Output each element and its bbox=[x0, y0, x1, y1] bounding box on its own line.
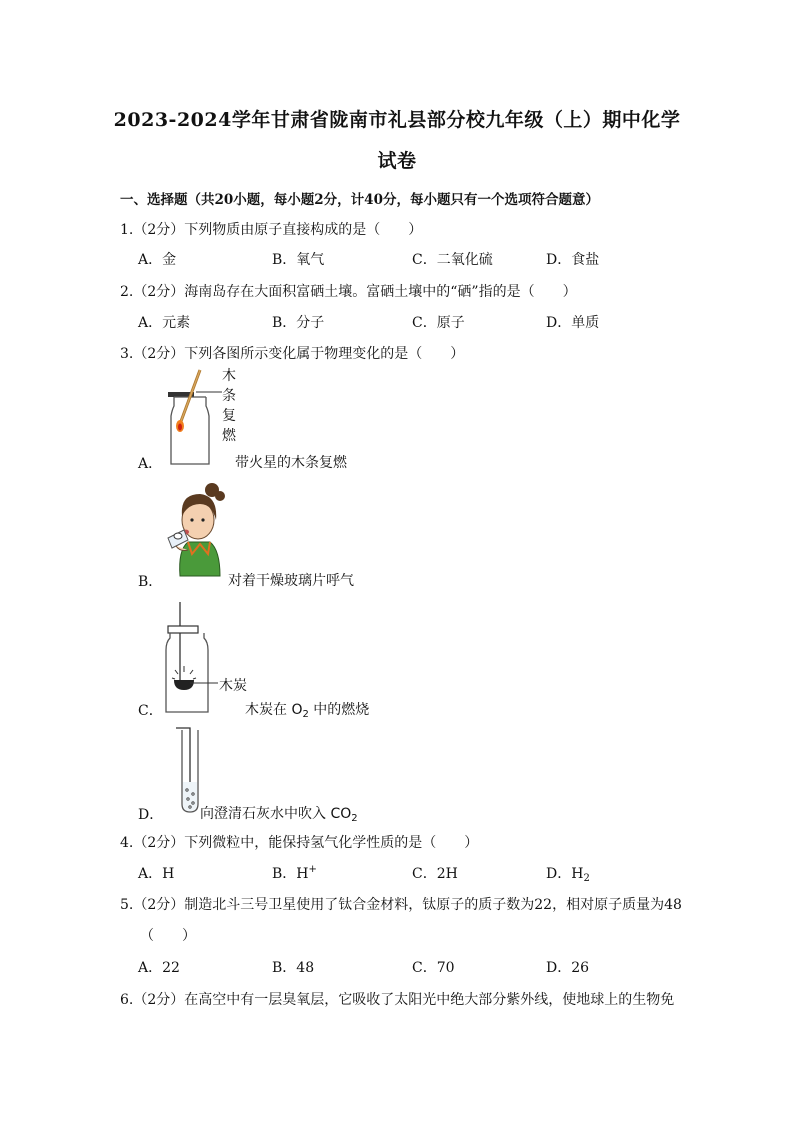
question-1-stem: 1.（2分）下列物质由原子直接构成的是（ ） bbox=[120, 222, 423, 238]
option-superscript: + bbox=[308, 864, 317, 875]
question-3-option-c-caption bbox=[245, 699, 369, 720]
splint-label-char: 复 bbox=[222, 408, 236, 424]
question-1-option-a[interactable]: A．金 bbox=[138, 252, 177, 268]
question-1-option-d[interactable]: D．食盐 bbox=[546, 252, 600, 268]
question-3-option-a-caption: 带火星的木条复燃 bbox=[235, 455, 347, 471]
question-3-option-d-caption bbox=[200, 803, 358, 824]
question-5-option-b[interactable]: B．48 bbox=[272, 960, 315, 976]
question-2-option-c[interactable]: C．原子 bbox=[412, 315, 465, 331]
question-5-option-a[interactable]: A．22 bbox=[138, 960, 180, 976]
exam-title: 2023-2024学年甘肃省陇南市礼县部分校九年级（上）期中化学 bbox=[113, 109, 681, 131]
question-5-option-c[interactable]: C．70 bbox=[412, 960, 455, 976]
caption-text: 木炭在 O bbox=[245, 702, 303, 718]
question-3-option-b-caption: 对着干燥玻璃片呼气 bbox=[228, 573, 354, 589]
option-text: D．H bbox=[546, 866, 584, 882]
splint-label-char: 燃 bbox=[222, 428, 236, 444]
question-2-option-d[interactable]: D．单质 bbox=[546, 315, 600, 331]
question-4-option-c[interactable] bbox=[412, 863, 458, 883]
option-text: B．H bbox=[272, 866, 309, 882]
question-2-stem: 2.（2分）海南岛存在大面积富硒土壤。富硒土壤中的“硒”指的是（ ） bbox=[120, 284, 577, 300]
question-4-option-d[interactable] bbox=[546, 863, 590, 884]
question-1-option-c[interactable]: C．二氧化硫 bbox=[412, 252, 493, 268]
caption-subscript: 2 bbox=[302, 709, 309, 720]
caption-subscript: 2 bbox=[351, 813, 358, 824]
question-6-stem: 6.（2分）在高空中有一层臭氧层，它吸收了太阳光中绝大部分紫外线，使地球上的生物免 bbox=[120, 992, 675, 1008]
option-text: C．2H bbox=[412, 866, 458, 882]
question-3-option-c[interactable]: C． bbox=[138, 703, 163, 719]
question-4-option-a[interactable] bbox=[138, 863, 174, 883]
charcoal-label: 木炭 bbox=[219, 678, 247, 694]
question-4-option-b[interactable] bbox=[272, 863, 317, 883]
question-3-option-b[interactable]: B． bbox=[138, 574, 163, 590]
question-2-option-b[interactable]: B．分子 bbox=[272, 315, 325, 331]
question-3-stem: 3.（2分）下列各图所示变化属于物理变化的是（ ） bbox=[120, 346, 465, 362]
question-3-option-a[interactable]: A． bbox=[138, 456, 163, 472]
charcoal-burning-bottle-figure bbox=[160, 600, 240, 716]
girl-breathing-on-glass-figure bbox=[162, 480, 232, 584]
splint-label-char: 条 bbox=[222, 388, 236, 404]
question-2-option-a[interactable]: A．元素 bbox=[138, 315, 191, 331]
exam-title-continued: 试卷 bbox=[377, 150, 417, 172]
splint-label-char: 木 bbox=[222, 368, 236, 384]
section-heading: 一、选择题（共20小题，每小题2分，计40分，每小题只有一个选项符合题意） bbox=[120, 192, 599, 208]
option-text: A．H bbox=[138, 866, 175, 882]
question-4-stem: 4.（2分）下列微粒中，能保持氢气化学性质的是（ ） bbox=[120, 835, 479, 851]
question-5-stem: 5.（2分）制造北斗三号卫星使用了钛合金材料，钛原子的质子数为22，相对原子质量为48 bbox=[120, 897, 682, 913]
question-3-option-d[interactable]: D． bbox=[138, 807, 164, 823]
question-5-stem-continued: （ ） bbox=[140, 928, 196, 944]
caption-text: 向澄清石灰水中吹入 CO bbox=[200, 806, 352, 822]
question-5-option-d[interactable]: D．26 bbox=[546, 960, 590, 976]
splint-label bbox=[222, 366, 236, 446]
caption-text: 中的燃烧 bbox=[308, 702, 370, 718]
option-subscript: 2 bbox=[583, 873, 590, 884]
question-1-option-b[interactable]: B．氧气 bbox=[272, 252, 325, 268]
